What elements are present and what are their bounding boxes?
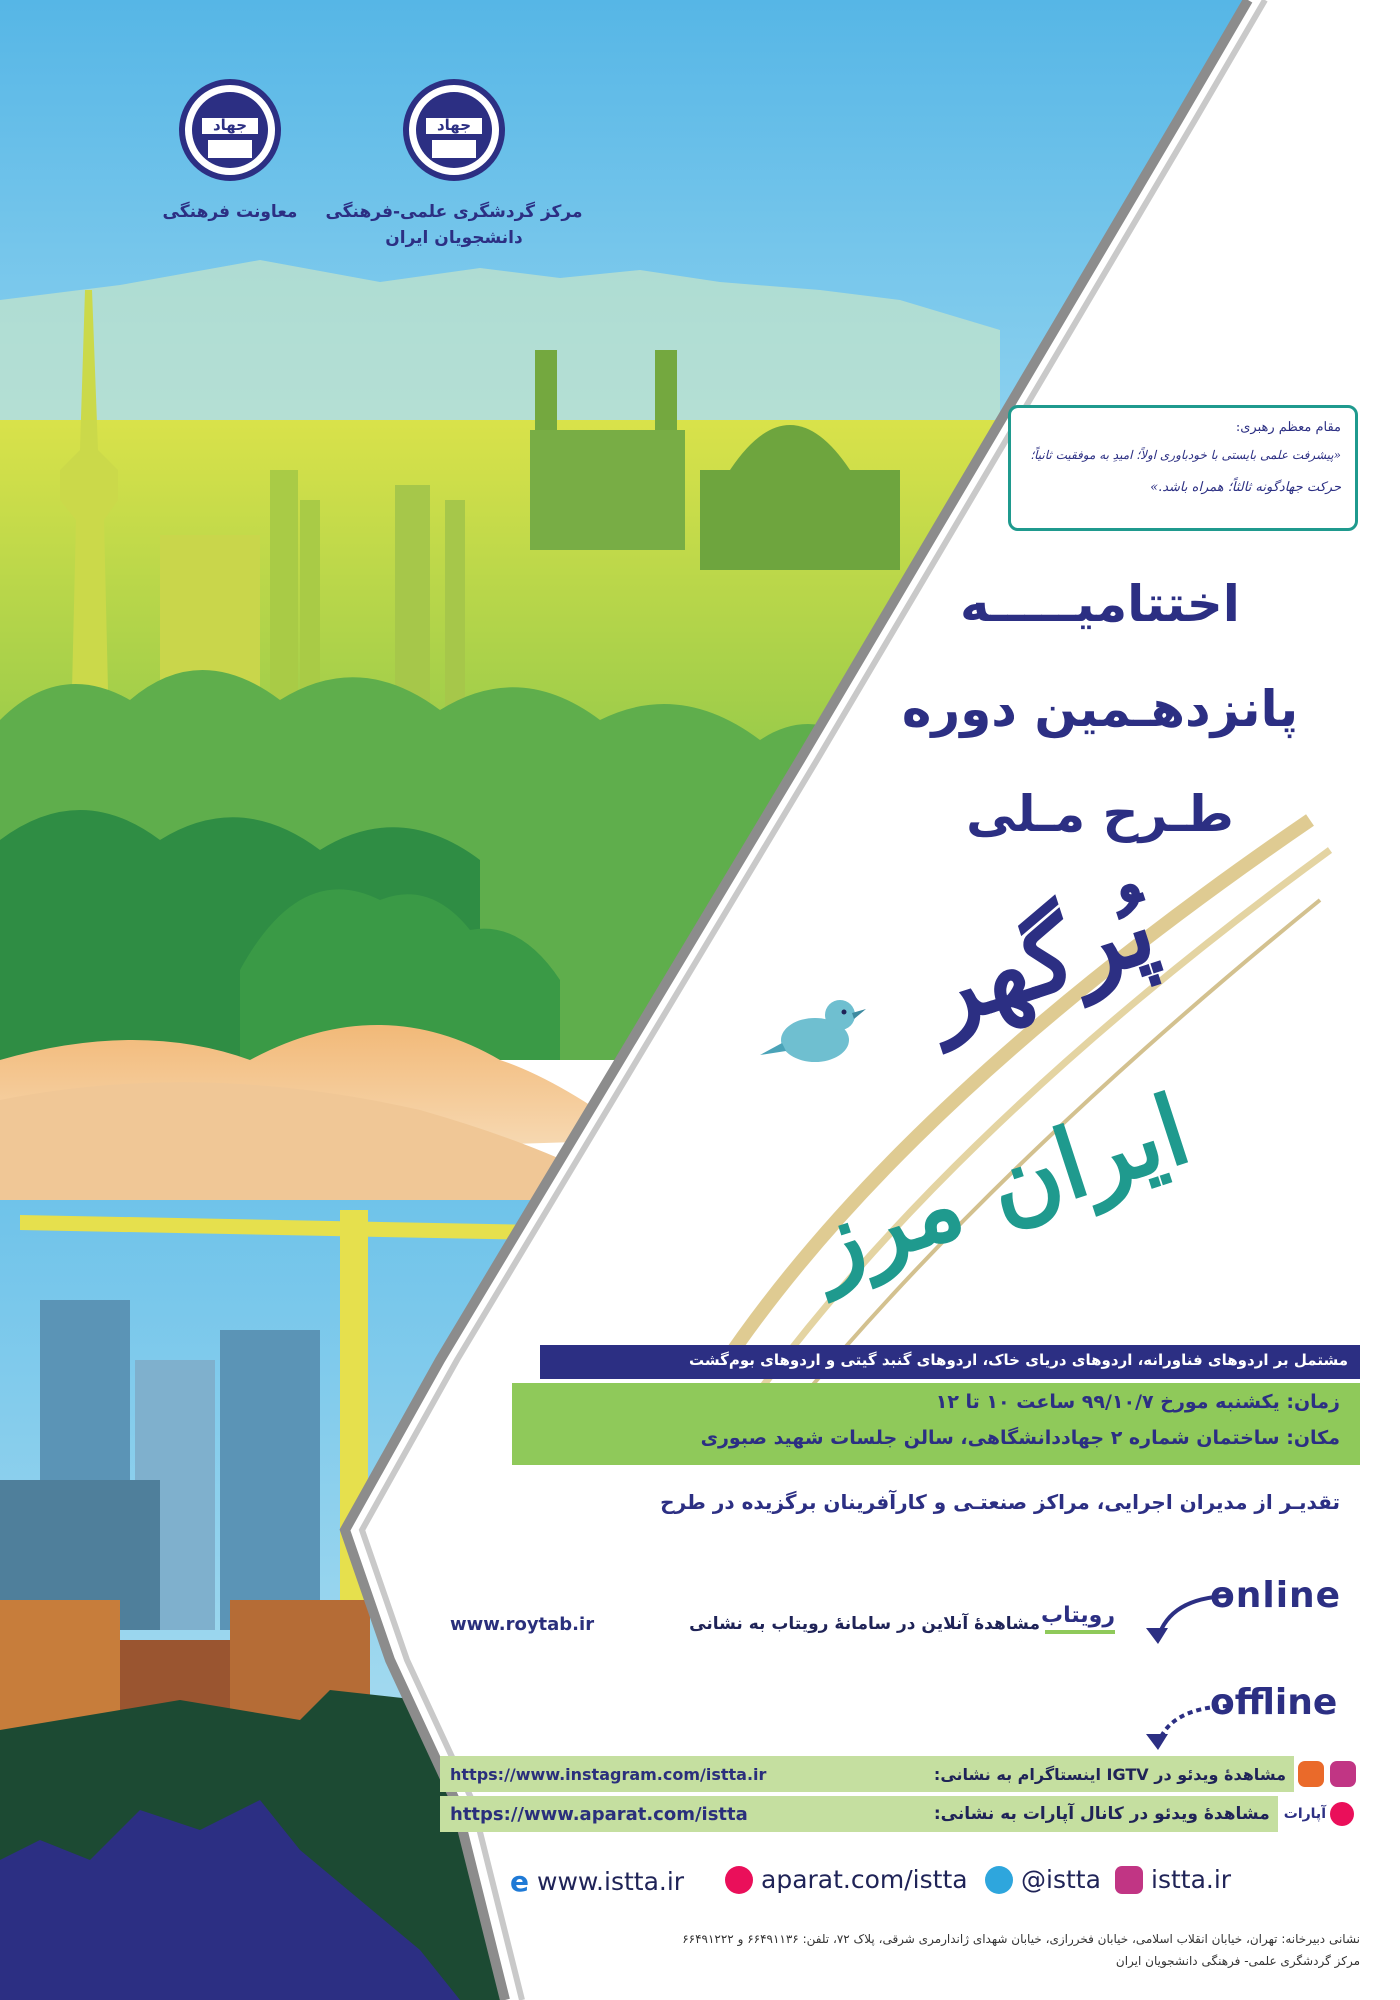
social-website[interactable] <box>510 1865 684 1898</box>
instagram-link[interactable]: https://www.instagram.com/istta.ir <box>450 1764 767 1784</box>
icon-box-igtv <box>1294 1756 1360 1792</box>
curved-arrow-icon <box>1140 1590 1230 1650</box>
quote-line-1: مقام معظم رهبری: <box>1235 420 1341 435</box>
title-line-1: اختتامیـــــه <box>960 575 1240 633</box>
appreciation-text: تقدیـر از مدیران اجرایی، مراکز صنعتـی و کارآفرینان برگزیده در طرح <box>660 1490 1340 1514</box>
online-tag: online <box>1210 1575 1342 1616</box>
igtv-icon <box>1298 1761 1324 1787</box>
event-place: مکان: ساختمان شماره ۲ جهاددانشگاهی، سالن جلسات شهید صبوری <box>700 1427 1340 1449</box>
logo-left-word: جهاد <box>212 116 248 134</box>
logo-right-word: جهاد <box>436 116 472 134</box>
curved-arrow-icon <box>1140 1700 1230 1755</box>
telegram-icon <box>985 1866 1013 1894</box>
quote-line-3: حرکت جهادگونه ثالثاً؛ همراه باشد.» <box>1150 480 1341 495</box>
camps-bar <box>540 1345 1360 1379</box>
instagram-icon <box>1115 1866 1143 1894</box>
aparat-row <box>440 1796 1360 1832</box>
offline-tag: offline <box>1210 1682 1338 1723</box>
program-logo-word-1: ایران مرز <box>798 1072 1202 1301</box>
social-aparat[interactable] <box>725 1865 968 1894</box>
instagram-icon <box>1330 1761 1356 1787</box>
aparat-icon <box>725 1866 753 1894</box>
quote-line-2: «پیشرفت علمی بایستی با خودباوری اولاً؛ امیدِ به موفقیت ثانیاً؛ <box>1030 448 1341 462</box>
social-instagram[interactable] <box>1115 1865 1231 1894</box>
roytab-link[interactable]: www.roytab.ir <box>450 1614 595 1635</box>
roytab-logo <box>1041 1603 1115 1643</box>
jahad-logo-left <box>178 78 282 182</box>
telegram-text: @istta <box>1021 1865 1101 1894</box>
roytab-brand: رویتاب <box>1041 1603 1115 1628</box>
roytab-underline <box>1045 1630 1115 1634</box>
program-logo-word-2: پُرگهر <box>911 867 1169 1051</box>
instagram-row <box>440 1756 1360 1792</box>
icon-box-aparat <box>1278 1796 1360 1832</box>
jahad-logo-right <box>402 78 506 182</box>
leader-quote-frame <box>1008 405 1358 531</box>
aparat-label: مشاهدۀ ویدئو در کانال آپارات به نشانی: <box>933 1804 1270 1824</box>
social-telegram[interactable] <box>985 1865 1101 1894</box>
logo-right-caption-1: مرکز گردشگری علمی-فرهنگی <box>325 202 583 222</box>
footer-org: مرکز گردشگری علمی- فرهنگی دانشجویان ایران <box>1115 1954 1360 1968</box>
instagram-social-text: istta.ir <box>1151 1865 1232 1894</box>
internet-explorer-icon: e <box>510 1865 529 1898</box>
event-time: زمان: یکشنبه مورخ ۹۹/۱۰/۷ ساعت ۱۰ تا ۱۲ <box>935 1391 1340 1413</box>
camps-text: مشتمل بر اردوهای فناورانه، اردوهای دریای خاک، اردوهای گنبد گیتی و اردوهای بوم‌گشت <box>688 1351 1348 1369</box>
instagram-label: مشاهدۀ ویدئو در IGTV اینستاگرام به نشانی: <box>933 1764 1286 1784</box>
website-text: www.istta.ir <box>537 1867 685 1896</box>
aparat-brand: آپارات <box>1283 1806 1326 1822</box>
aparat-link[interactable]: https://www.aparat.com/istta <box>450 1803 748 1825</box>
logo-left-caption-1: معاونت فرهنگی <box>162 202 298 222</box>
bird-icon <box>760 985 870 1085</box>
aparat-social-text: aparat.com/istta <box>761 1865 968 1894</box>
title-line-2: پانزدهـمین دوره <box>901 680 1299 738</box>
logo-right-caption-2: دانشجویان ایران <box>385 228 523 248</box>
aparat-icon <box>1330 1802 1354 1826</box>
time-place-bar <box>512 1383 1360 1465</box>
title-line-3: طـرح مـلی <box>966 785 1234 843</box>
footer-address: نشانی دبیرخانه: تهران، خیابان انقلاب اسلامی، خیابان فخررازی، خیابان شهدای ژاندارمری شرقی، پلاک ۷۲، تلفن: ۶۶۴۹۱۱۳۶ و ۶۶۴۹۱۲۲۲ <box>682 1932 1360 1946</box>
online-text: مشاهدۀ آنلاین در سامانۀ رویتاب به نشانی <box>689 1614 1040 1634</box>
